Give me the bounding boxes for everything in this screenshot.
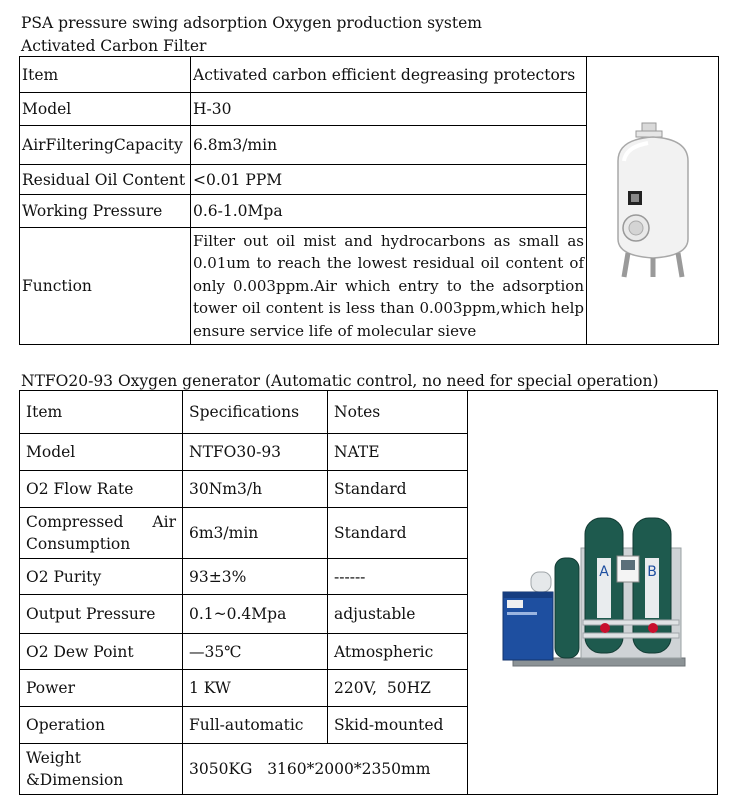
row-label: Residual Oil Content — [20, 165, 191, 195]
oxygen-generator-icon — [493, 508, 693, 678]
row-value: H-30 — [191, 93, 587, 126]
row-value: 0.6-1.0Mpa — [191, 195, 587, 228]
row-notes: Standard — [328, 471, 468, 508]
row-item: Operation — [20, 707, 183, 744]
row-notes: ------ — [328, 559, 468, 595]
row-value: 6.8m3/min — [191, 126, 587, 165]
row-item: Output Pressure — [20, 595, 183, 634]
row-item: O2 Flow Rate — [20, 471, 183, 508]
row-spec: 93±3% — [183, 559, 328, 595]
row-spec: NTFO30-93 — [183, 434, 328, 471]
row-item: Model — [20, 434, 183, 471]
row-item: O2 Purity — [20, 559, 183, 595]
document-title: PSA pressure swing adsorption Oxygen production system — [21, 14, 482, 32]
row-item: O2 Dew Point — [20, 634, 183, 670]
table-header-row — [20, 391, 718, 434]
header-notes: Notes — [328, 391, 468, 434]
generator-image-cell — [468, 391, 718, 795]
filter-image-cell — [587, 57, 719, 345]
table-row — [20, 57, 719, 93]
row-label: Model — [20, 93, 191, 126]
section-title-filter: Activated Carbon Filter — [21, 37, 207, 55]
row-label: Item — [20, 57, 191, 93]
row-value: Activated carbon efficient degreasing protectors — [191, 57, 587, 93]
row-value: <0.01 PPM — [191, 165, 587, 195]
header-spec: Specifications — [183, 391, 328, 434]
header-item: Item — [20, 391, 183, 434]
row-item: Power — [20, 670, 183, 707]
function-description: Filter out oil mist and hydrocarbons as small as 0.01um to reach the lowest residual oil content of only 0.003ppm.Air which entry to the adsorption tower oil content is less than 0.003ppm,which help ensure service life of molecular sieve — [191, 228, 587, 345]
row-notes: NATE — [328, 434, 468, 471]
row-weight-dimension: 3050KG 3160*2000*2350mm — [183, 744, 468, 795]
activated-carbon-filter-icon — [598, 121, 708, 281]
row-spec: 0.1~0.4Mpa — [183, 595, 328, 634]
row-spec: Full-automatic — [183, 707, 328, 744]
row-label: Working Pressure — [20, 195, 191, 228]
row-notes: adjustable — [328, 595, 468, 634]
row-item: Compressed Air Consumption — [20, 508, 183, 559]
row-notes: Skid-mounted — [328, 707, 468, 744]
row-notes: 220V, 50HZ — [328, 670, 468, 707]
row-spec: 30Nm3/h — [183, 471, 328, 508]
row-spec: 6m3/min — [183, 508, 328, 559]
filter-spec-table — [19, 56, 719, 345]
row-item: Weight &Dimension — [20, 744, 183, 795]
row-spec: 1 KW — [183, 670, 328, 707]
row-spec: —35℃ — [183, 634, 328, 670]
row-label: AirFilteringCapacity — [20, 126, 191, 165]
tower-b-label: B — [646, 563, 657, 580]
section-title-generator: NTFO20-93 Oxygen generator (Automatic control, no need for special operation) — [21, 372, 659, 390]
row-notes: Standard — [328, 508, 468, 559]
tower-a-label: A — [598, 563, 609, 580]
row-label: Function — [20, 228, 191, 345]
row-notes: Atmospheric — [328, 634, 468, 670]
generator-spec-table — [19, 390, 718, 795]
